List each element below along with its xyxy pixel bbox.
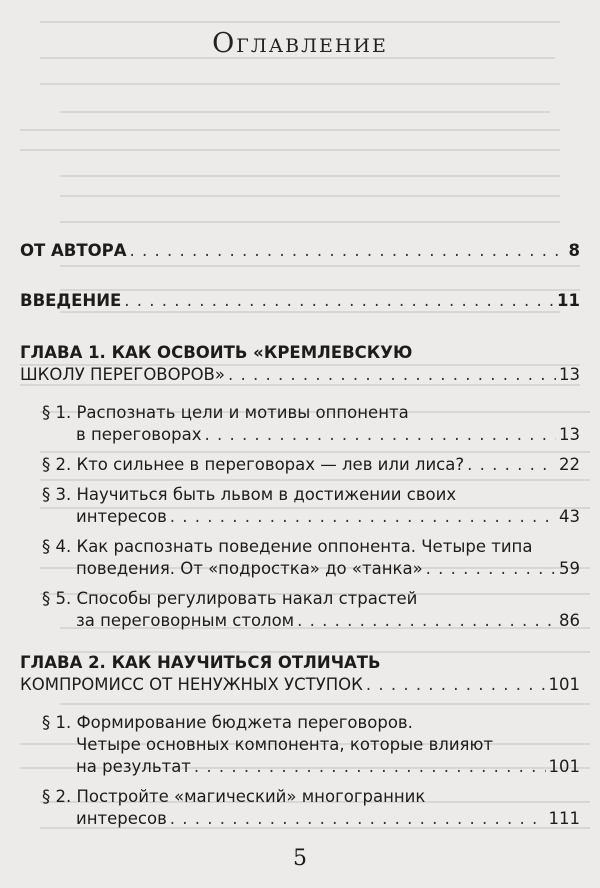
entry-title-line-1: § 1. Формирование бюджета переговоров. bbox=[42, 713, 413, 732]
entry-title-line-2: ШКОЛУ ПЕРЕГОВОРОВ» bbox=[20, 365, 225, 384]
leader-dots bbox=[194, 756, 546, 778]
toc-entry-ch1-section-1[interactable] bbox=[42, 402, 580, 446]
page-number: 59 bbox=[559, 559, 580, 578]
toc-entry-ch1-section-5[interactable] bbox=[42, 588, 580, 632]
page-number: 86 bbox=[559, 611, 580, 630]
leader-dots bbox=[467, 454, 556, 476]
entry-title-line-1: § 3. Научиться быть львом в достижении своих bbox=[42, 485, 457, 504]
leader-dots bbox=[170, 506, 556, 528]
page-number: 13 bbox=[559, 425, 580, 444]
entry-title: ВВЕДЕНИЕ bbox=[20, 291, 122, 310]
toc-entry-ch1-section-2[interactable] bbox=[42, 454, 580, 476]
leader-dots bbox=[130, 240, 566, 262]
entry-title-line-2: за переговорным столом bbox=[76, 611, 295, 630]
entry-title: § 2. Кто сильнее в переговорах — лев или лиса? bbox=[42, 455, 465, 474]
toc-entry-author[interactable] bbox=[20, 240, 580, 262]
page-number: 8 bbox=[568, 241, 580, 260]
toc-entry-ch1-section-4[interactable] bbox=[42, 536, 580, 580]
entry-title-line-1: § 1. Распознать цели и мотивы оппонента bbox=[42, 403, 409, 422]
leader-dots bbox=[124, 290, 554, 312]
page-number: 101 bbox=[548, 675, 580, 694]
entry-title-line-2: поведения. От «подростка» до «танка» bbox=[76, 559, 423, 578]
entry-title-line-2: интересов bbox=[76, 507, 167, 526]
entry-title-line-2: интересов bbox=[76, 809, 167, 828]
leader-dots bbox=[426, 558, 556, 580]
entry-title-line-2: КОМПРОМИСС ОТ НЕНУЖНЫХ УСТУПОК bbox=[20, 675, 363, 694]
entry-title-line-3: на результат bbox=[76, 757, 191, 776]
leader-dots bbox=[170, 808, 546, 830]
toc-entry-ch2-section-1[interactable] bbox=[42, 712, 580, 778]
toc-entry-ch2-section-2[interactable] bbox=[42, 786, 580, 830]
entry-title-line-1: ГЛАВА 2. КАК НАУЧИТЬСЯ ОТЛИЧАТЬ bbox=[20, 653, 381, 672]
page-number-footer: 5 bbox=[293, 846, 307, 871]
entry-title-line-2: Четыре основных компонента, которые влияют bbox=[76, 735, 493, 754]
page-number: 43 bbox=[559, 507, 580, 526]
leader-dots bbox=[297, 610, 556, 632]
entry-title-line-2: в переговорах bbox=[76, 425, 202, 444]
page-number: 22 bbox=[559, 455, 580, 474]
toc-entry-intro[interactable] bbox=[20, 290, 580, 312]
entry-title-line-1: § 4. Как распознать поведение оппонента. Четыре типа bbox=[42, 537, 533, 556]
page-number: 101 bbox=[548, 757, 580, 776]
entry-title: ОТ АВТОРА bbox=[20, 241, 127, 260]
leader-dots bbox=[366, 674, 546, 696]
entry-title-line-1: § 5. Способы регулировать накал страстей bbox=[42, 589, 418, 608]
page-title: Оглавление bbox=[212, 28, 388, 59]
entry-title-line-1: ГЛАВА 1. КАК ОСВОИТЬ «КРЕМЛЕВСКУЮ bbox=[20, 343, 413, 362]
leader-dots bbox=[204, 424, 556, 446]
toc-entry-chapter-1[interactable] bbox=[20, 342, 580, 386]
entry-title-line-1: § 2. Постройте «магический» многогранник bbox=[42, 787, 426, 806]
toc-entry-chapter-2[interactable] bbox=[20, 652, 580, 696]
leader-dots bbox=[228, 364, 556, 386]
page-number: 11 bbox=[557, 291, 580, 310]
page-number: 111 bbox=[548, 809, 580, 828]
toc-entry-ch1-section-3[interactable] bbox=[42, 484, 580, 528]
page-number: 13 bbox=[559, 365, 580, 384]
